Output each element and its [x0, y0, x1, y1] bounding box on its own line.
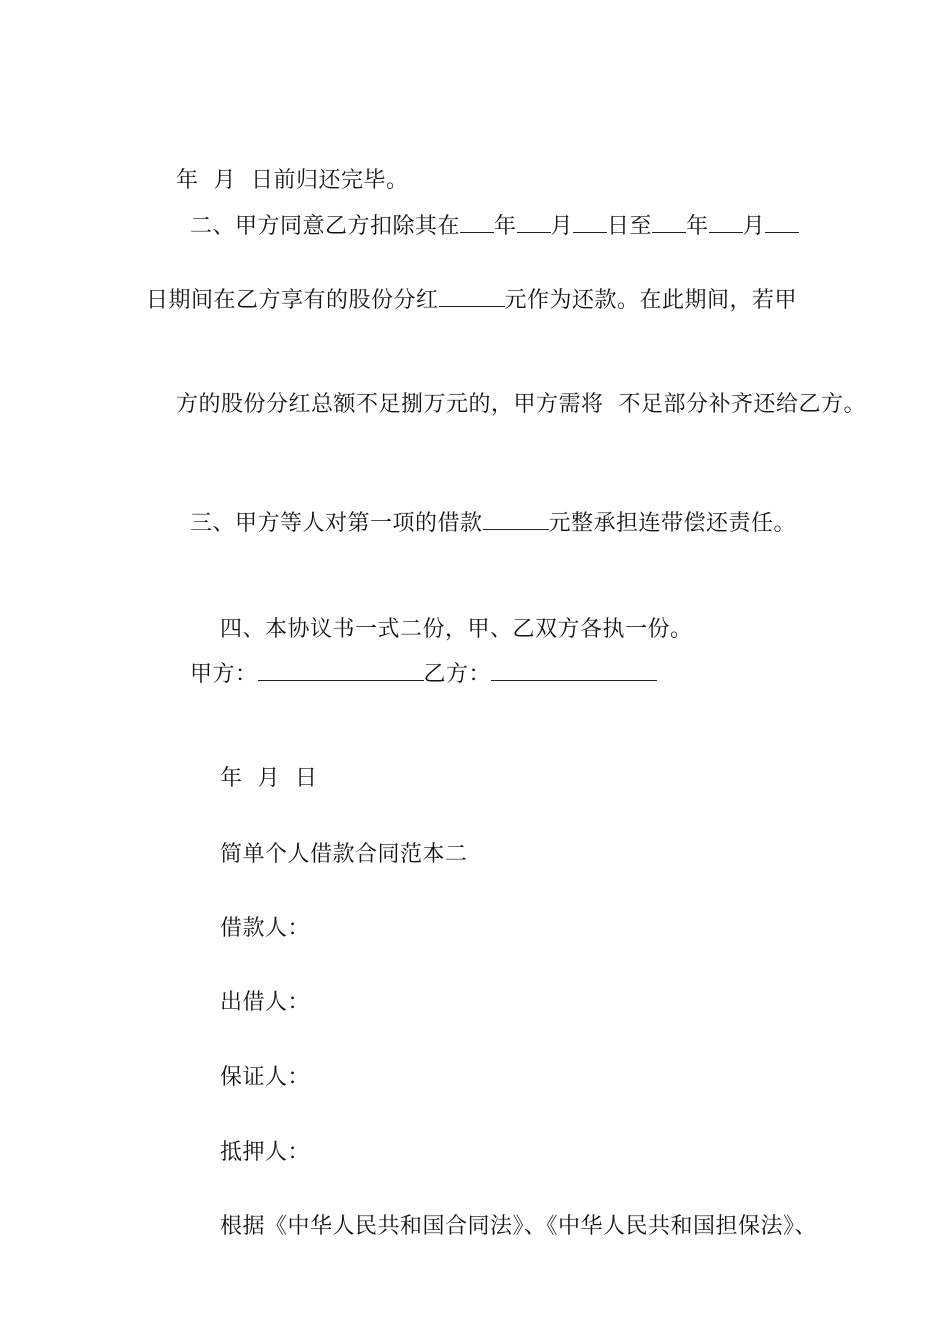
guarantor-label: 保证人： [219, 1065, 310, 1090]
label-year-1: 年 [494, 214, 517, 239]
clause-2-prefix: 二、甲方同意乙方扣除其在 [190, 214, 461, 239]
clause-2-line-1 [190, 212, 799, 242]
blank-year-2 [652, 214, 686, 233]
party-b-label: 乙方： [423, 662, 492, 687]
clause-3 [190, 509, 796, 539]
blank-year-1 [460, 214, 494, 233]
legal-basis-text: 根据《中华人民共和国合同法》、《中华人民共和国担保法》、 [219, 1214, 817, 1239]
clause-3-suffix: 元整承担连带偿还责任。 [548, 511, 797, 536]
clause-4-text: 四、本协议书一式二份，甲、乙双方各执一份。 [219, 617, 693, 642]
blank-dividend-amount [439, 288, 505, 307]
clause-2-line-2-end: 元作为还款。在此期间，若甲 [504, 288, 798, 313]
clause-2-line-3-text: 方的股份分红总额不足捌万元的，甲方需将 不足部分补齐还给乙方。 [175, 392, 866, 417]
blank-month-2 [709, 214, 743, 233]
party-a-label: 甲方： [190, 662, 258, 687]
label-day-to: 日至 [607, 214, 653, 239]
date-line-text: 年 月 日 [219, 766, 318, 791]
contract-2-title-text: 简单个人借款合同范本二 [219, 842, 468, 867]
clause-2-line-2 [146, 286, 797, 316]
label-year-2: 年 [686, 214, 709, 239]
label-month-2: 月 [742, 214, 766, 239]
blank-month-1 [517, 214, 551, 233]
blank-loan-amount [483, 511, 549, 530]
blank-day-2 [765, 214, 799, 233]
label-month-1: 月 [550, 214, 574, 239]
mortgagor-label: 抵押人： [219, 1140, 310, 1165]
blank-day-1 [573, 214, 607, 233]
legal-basis-line [190, 1182, 817, 1272]
borrower-label: 借款人： [219, 916, 310, 941]
clause-2-line-2-start: 日期间在乙方享有的股份分红 [146, 288, 439, 313]
clause-3-prefix: 三、甲方等人对第一项的借款 [190, 511, 483, 536]
return-date-text: 年 月 日前归还完毕。 [175, 168, 409, 193]
blank-party-b-signature [491, 662, 657, 681]
lender-label: 出借人： [219, 990, 310, 1015]
blank-party-a-signature [258, 662, 424, 681]
clause-2-line-3 [146, 360, 866, 450]
signature-line [190, 660, 657, 690]
